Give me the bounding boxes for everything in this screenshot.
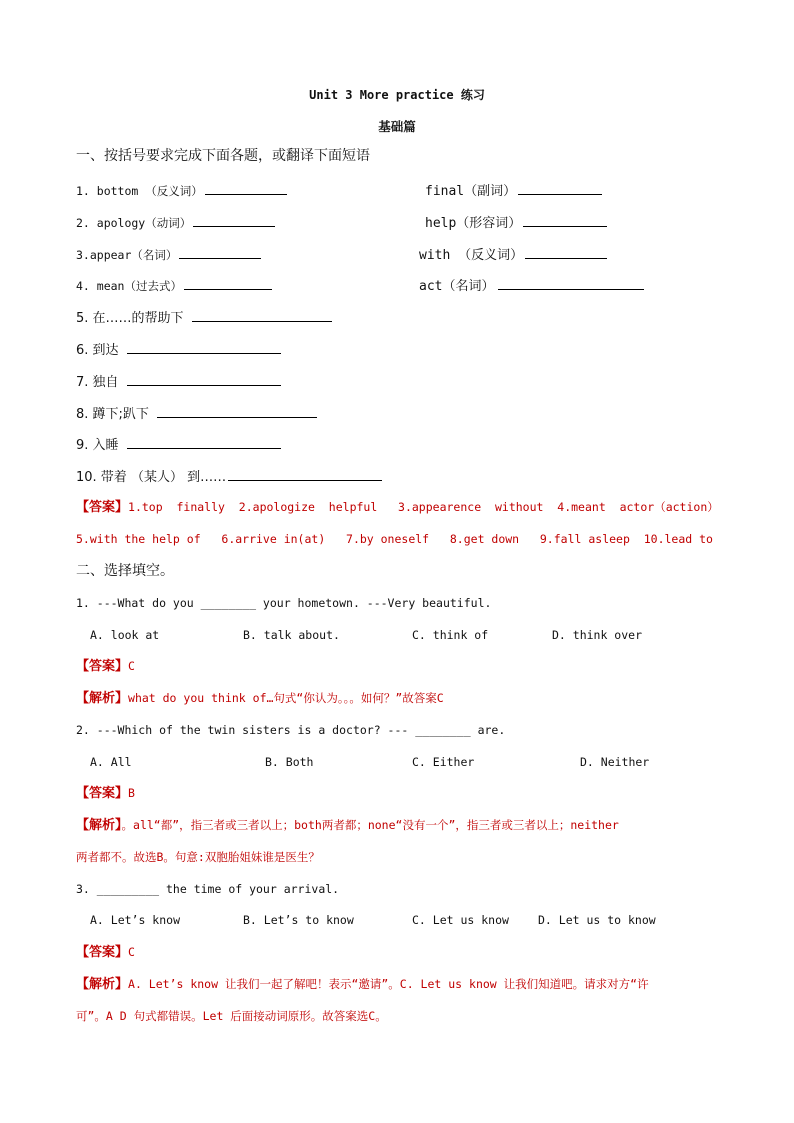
answer-tag: 【答案】 <box>76 786 129 801</box>
phrase-label: 6. 到达 <box>76 343 119 358</box>
phrase-7 <box>76 372 281 391</box>
item-label: act（名词） <box>419 279 495 294</box>
item-label: help（形容词） <box>425 216 522 231</box>
item-1-left <box>76 181 287 199</box>
q3-option-d: D. Let us to know <box>538 913 656 927</box>
answer-value: B <box>128 786 135 800</box>
answer-blank <box>205 181 287 195</box>
answer-blank <box>192 308 332 322</box>
q2-option-c: C. Either <box>412 755 475 769</box>
phrase-10 <box>76 467 382 486</box>
analysis-tag: 【解析】 <box>76 818 122 833</box>
answer-value: C <box>128 945 135 959</box>
answer-blank <box>228 467 382 481</box>
answer-blank <box>518 181 602 195</box>
item-3-right <box>419 245 607 264</box>
q1-option-a: A. look at <box>90 628 160 642</box>
item-label: with （反义词） <box>419 248 524 263</box>
analysis-text: 两者都不。故选B。句意:双胞胎姐妹谁是医生？ <box>76 850 320 864</box>
item-label: final（副词） <box>425 184 517 199</box>
q3-analysis-cont <box>76 1008 387 1025</box>
q2-analysis-cont <box>76 849 320 866</box>
phrase-label: 5. 在……的帮助下 <box>76 311 184 326</box>
item-2-left <box>76 213 275 231</box>
q3-answer <box>76 944 135 961</box>
answer-blank <box>127 340 281 354</box>
q1-analysis <box>76 690 444 707</box>
q3-option-b: B. Let’s to know <box>243 913 354 927</box>
answer-value: C <box>128 659 135 673</box>
q1-answer <box>76 658 135 675</box>
q2-analysis <box>76 817 619 834</box>
answer-blank <box>498 276 644 290</box>
q1-option-c: C. think of <box>412 628 489 642</box>
item-label: 4. mean（过去式） <box>76 279 182 293</box>
phrase-label: 9. 入睡 <box>76 438 119 453</box>
answer-blank <box>525 245 607 259</box>
answer-blank <box>184 276 272 290</box>
question-1-stem: 1. ---What do you ________ your hometown. ---Very beautiful. <box>76 596 492 610</box>
q1-option-b: B. talk about. <box>243 628 340 642</box>
page-subtitle: 基础篇 <box>378 119 416 134</box>
item-label: 3.appear（名词） <box>76 248 178 262</box>
question-2-stem: 2. ---Which of the twin sisters is a doctor? --- ________ are. <box>76 723 506 737</box>
answer-tag: 【答案】 <box>76 659 129 674</box>
item-3-left <box>76 245 261 263</box>
phrase-label: 8. 蹲下;趴下 <box>76 407 149 422</box>
q2-option-a: A. All <box>90 755 132 769</box>
item-label: 1. bottom （反义词） <box>76 184 203 198</box>
q2-option-b: B. Both <box>265 755 314 769</box>
answer-text: 5.with the help of 6.arrive in(at) 7.by oneself 8.get down 9.fall asleep 10.lead to <box>76 532 713 546</box>
answer-blank <box>127 435 281 449</box>
analysis-tag: 【解析】 <box>76 977 129 992</box>
analysis-text: 。all“都”，指三者或三者以上；both两者都；none“没有一个”，指三者或三者以上；neither <box>121 818 619 832</box>
answer-blank <box>127 372 281 386</box>
answer-blank <box>179 245 261 259</box>
page-title: Unit 3 More practice 练习 <box>309 88 485 102</box>
answer-blank <box>193 213 275 227</box>
q2-answer <box>76 785 135 802</box>
item-4-right <box>419 276 644 295</box>
phrase-8 <box>76 404 317 423</box>
section1-heading: 一、按括号要求完成下面各题，或翻译下面短语 <box>76 148 370 164</box>
section2-heading: 二、选择填空。 <box>76 563 174 579</box>
analysis-text: 可”。A D 句式都错误。Let 后面接动词原形。故答案选C。 <box>76 1009 387 1023</box>
answer-tag: 【答案】 <box>76 945 129 960</box>
answer-text: 1.top finally 2.apologize helpful 3.appearence without 4.meant actor（action） <box>128 500 719 514</box>
item-2-right <box>425 213 607 232</box>
q3-analysis <box>76 976 649 993</box>
item-label: 2. apology（动词） <box>76 216 192 230</box>
answer-blank <box>157 404 317 418</box>
phrase-9 <box>76 435 281 454</box>
analysis-tag: 【解析】 <box>76 691 129 706</box>
phrase-label: 7. 独自 <box>76 375 119 390</box>
q2-option-d: D. Neither <box>580 755 650 769</box>
analysis-text: what do you think of…句式“你认为。。。如何？”故答案C <box>128 691 444 705</box>
q1-option-d: D. think over <box>552 628 643 642</box>
item-1-right <box>425 181 602 200</box>
phrase-6 <box>76 340 281 359</box>
q3-option-a: A. Let’s know <box>90 913 181 927</box>
item-4-left <box>76 276 272 294</box>
section1-answer-line1 <box>76 499 719 516</box>
answer-tag: 【答案】 <box>76 500 129 515</box>
answer-blank <box>523 213 607 227</box>
phrase-5 <box>76 308 332 327</box>
analysis-text: A. Let’s know 让我们一起了解吧！表示“邀请”。C. Let us know 让我们知道吧。请求对方“许 <box>128 977 649 991</box>
q3-option-c: C. Let us know <box>412 913 509 927</box>
question-3-stem: 3. _________ the time of your arrival. <box>76 882 340 896</box>
section1-answer-line2 <box>76 531 713 548</box>
phrase-label: 10. 带着 （某人） 到…… <box>76 470 227 485</box>
